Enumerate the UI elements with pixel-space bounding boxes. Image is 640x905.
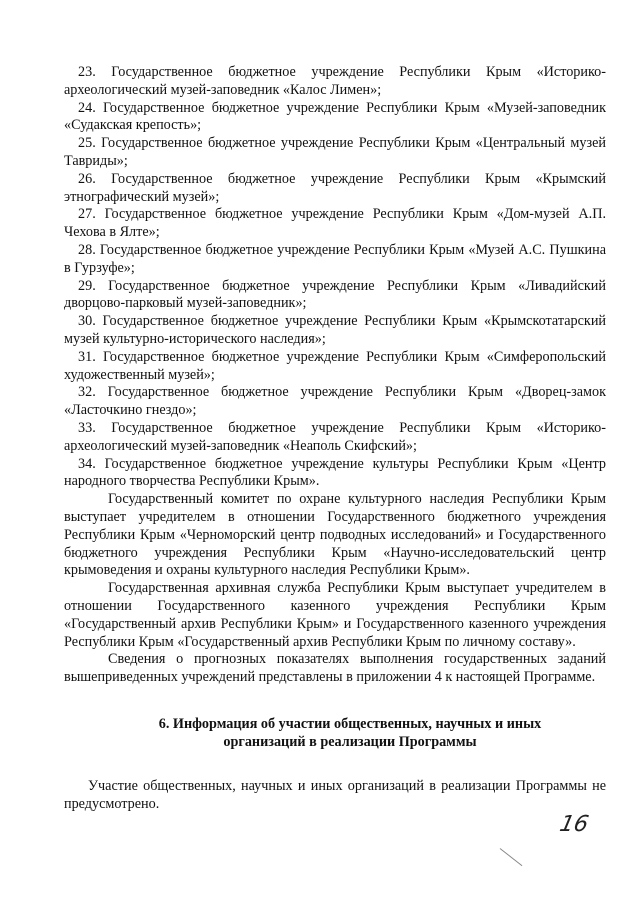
- list-item: 28. Государственное бюджетное учреждение Республики Крым «Музей А.С. Пушкина в Гурзуфе»;: [64, 241, 606, 276]
- scan-mark: [500, 848, 523, 866]
- list-item: 27. Государственное бюджетное учреждение Республики Крым «Дом-музей А.П. Чехова в Ялте»;: [64, 206, 606, 241]
- section-heading-line-2: организаций в реализации Программы: [223, 733, 477, 750]
- section-heading-line-1: 6. Информация об участии общественных, научных и иных: [158, 715, 542, 732]
- list-item: 23. Государственное бюджетное учреждение Республики Крым «Историко-археологический музей-заповедник «Калос Лимен»;: [64, 64, 606, 98]
- paragraph-archive-service: Государственная архивная служба Республики Крым выступает учредителем в отношении Государственного казенного учреждения Республики Крым «Государственный архив Республики Крым» и Государственного казенного учреждения Республики Крым «Государственный архив Республики Крым по личному составу».: [64, 580, 606, 650]
- section-heading: [64, 715, 606, 751]
- list-item: 31. Государственное бюджетное учреждение Республики Крым «Симферопольский художественный музей»;: [64, 348, 606, 383]
- list-item: 24. Государственное бюджетное учреждение Республики Крым «Музей-заповедник «Судакская крепость»;: [64, 99, 606, 134]
- institution-list: [64, 64, 606, 491]
- list-item: 26. Государственное бюджетное учреждение Республики Крым «Крымский этнографический музей»;: [64, 170, 606, 205]
- list-item: 30. Государственное бюджетное учреждение Республики Крым «Крымскотатарский музей культурно-исторического наследия»;: [64, 313, 606, 347]
- list-item: 25. Государственное бюджетное учреждение Республики Крым «Центральный музей Тавриды»;: [64, 135, 606, 169]
- list-item: 29. Государственное бюджетное учреждение Республики Крым «Ливадийский дворцово-парковый музей-заповедник»;: [64, 277, 606, 312]
- list-item: 34. Государственное бюджетное учреждение культуры Республики Крым «Центр народного творчества Республики Крым».: [64, 455, 606, 490]
- paragraph-heritage-committee: Государственный комитет по охране культурного наследия Республики Крым выступает учредителем в отношении Государственного бюджетного учреждения Республики Крым «Черноморский центр подводных исследований» и Государственного бюджетного учреждения Республики Крым «Научно-исследовательский центр крымоведения и охраны культурного наследия Республики Крым».: [64, 491, 606, 579]
- list-item: 33. Государственное бюджетное учреждение Республики Крым «Историко-археологический музей-заповедник «Неаполь Скифский»;: [64, 419, 606, 454]
- section-text: Участие общественных, научных и иных организаций в реализации Программы не предусмотрено.: [64, 777, 606, 812]
- page-number: 16: [557, 812, 591, 837]
- list-item: 32. Государственное бюджетное учреждение Республики Крым «Дворец-замок «Ласточкино гнездо»;: [64, 384, 606, 419]
- paragraph-forecast-indicators: Сведения о прогнозных показателях выполнения государственных заданий вышеприведенных учреждений представлены в приложении 4 к настоящей Программе.: [64, 651, 606, 686]
